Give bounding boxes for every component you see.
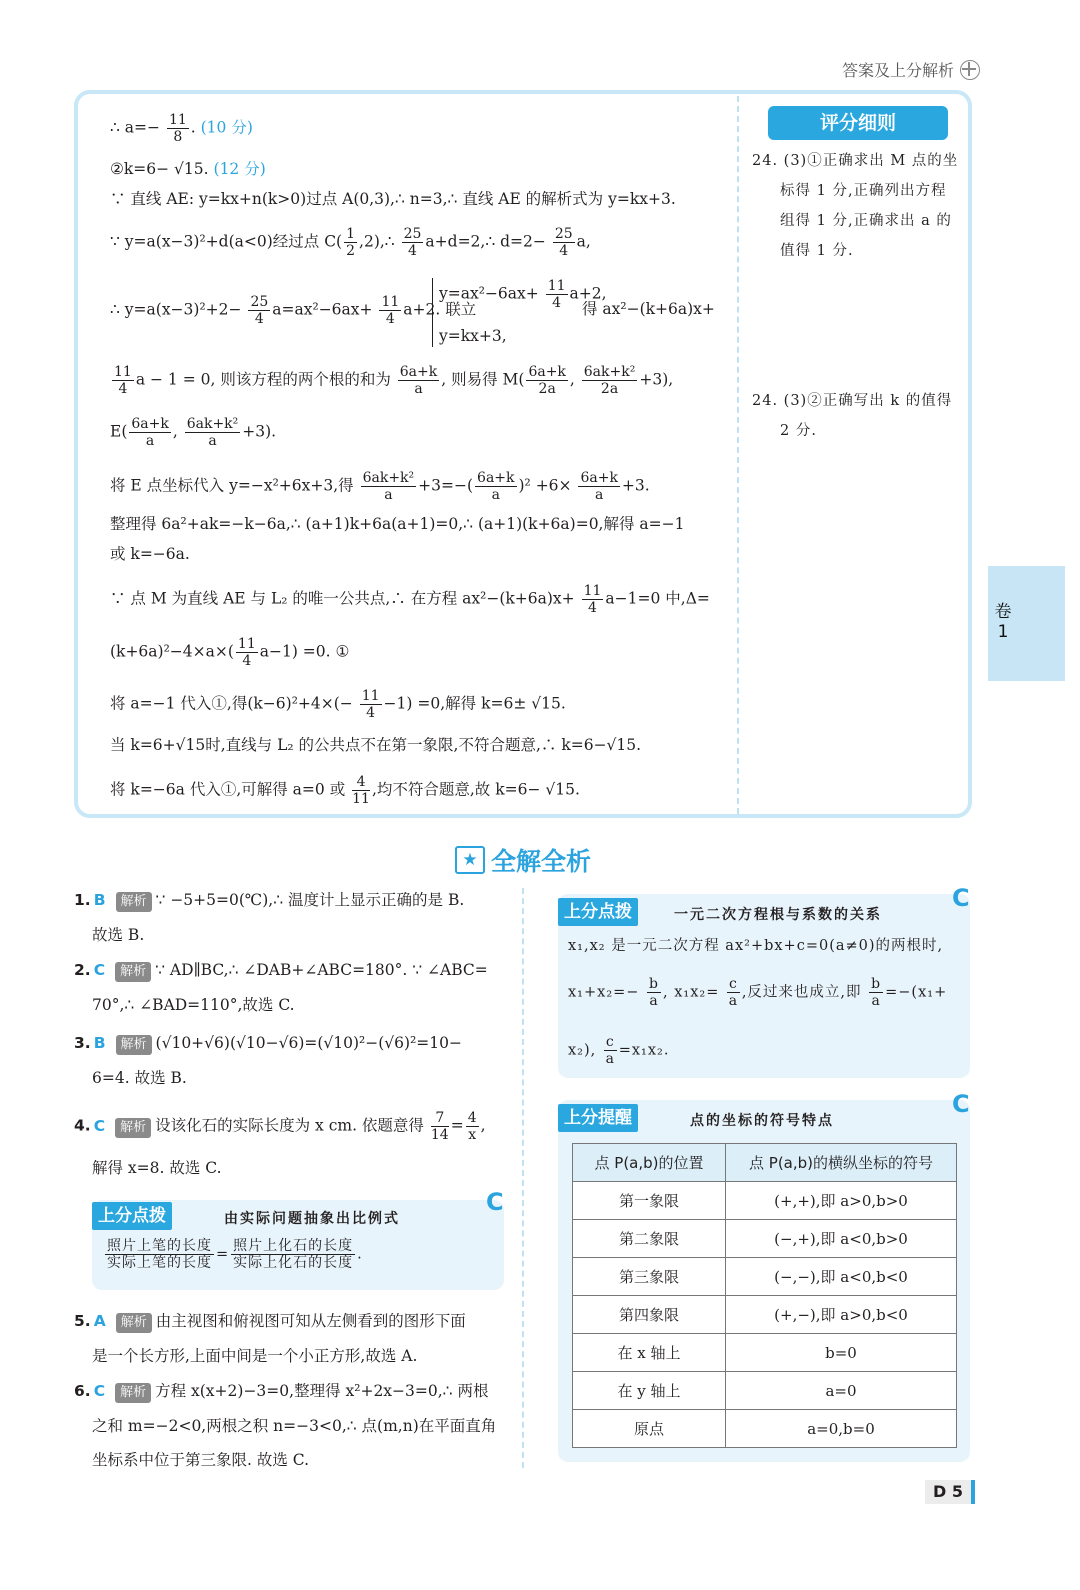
solution-line: 将 E 点坐标代入 y=−x²+6x+3,得 $\frac{\text{6ak+k²}}{a}$ +3=−( $\frac{6a+k}{a}$ )² +6× $\frac{6a+k}{a}$ +3. xyxy=(110,470,650,503)
table-cell: (+,−),即 a>0,b<0 xyxy=(726,1296,957,1334)
tip-title: 由实际问题抽象出比例式 xyxy=(224,1211,400,1227)
tip-tag: 上分点拨 xyxy=(558,898,638,926)
scoring-line: 24. (3)②正确写出 k 的值得 xyxy=(752,393,953,409)
solution-line: ∴ a=− $\frac{11}{8}$ . (10 分) xyxy=(110,112,253,145)
page-number: D 5 xyxy=(925,1480,975,1504)
question-3-cont: 6=4. 故选 B. xyxy=(92,1069,187,1087)
scoring-line: 值得 1 分. xyxy=(780,243,854,259)
scoring-line: 24. (3)①正确求出 M 点的坐 xyxy=(752,153,959,169)
solution-line: 将 k=−6a 代入①,可解得 a=0 或 $\frac{4}{11}$ ,均不符合题意,故 k=6− √15. xyxy=(110,774,580,807)
table-row xyxy=(573,1334,957,1372)
table-cell: 第一象限 xyxy=(573,1182,726,1220)
tip-title: 点的坐标的符号特点 xyxy=(690,1113,834,1129)
table-cell: 在 y 轴上 xyxy=(573,1372,726,1410)
scoring-item-1 xyxy=(752,146,964,266)
star-icon: ★ xyxy=(455,846,485,874)
curl-icon: C xyxy=(486,1188,504,1216)
question-2: 2. C 解析 ∵ AD∥BC,∴ ∠DAB+∠ABC=180°. ∵ ∠ABC= xyxy=(74,958,488,982)
table-row xyxy=(573,1220,957,1258)
question-1-cont: 故选 B. xyxy=(92,926,145,944)
system-of-equations: y=ax²−6ax+ $\frac{11}{4}$ a+2, y=kx+3, xyxy=(432,278,607,347)
question-2-cont: 70°,∴ ∠BAD=110°,故选 C. xyxy=(92,996,295,1014)
table-cell: b=0 xyxy=(726,1334,957,1372)
volume-side-tab[interactable] xyxy=(988,566,1065,681)
header-title: 答案及上分解析 xyxy=(841,61,954,80)
scoring-line: 组得 1 分,正确求出 a 的 xyxy=(780,213,952,229)
question-1: 1. B 解析 ∵ −5+5=0(℃),∴ 温度计上显示正确的是 B. xyxy=(74,888,464,912)
curl-icon: C xyxy=(952,1090,970,1118)
table-row xyxy=(573,1296,957,1334)
table-row xyxy=(573,1372,957,1410)
table-cell: 原点 xyxy=(573,1410,726,1448)
globe-icon xyxy=(960,60,980,80)
solution-line: ∵ y=a(x−3)²+d(a<0)经过点 C( $\frac{1}{2}$ ,2),∴ $\frac{25}{4}$ a+d=2,∴ d=2− $\frac{25}{4}$ a, xyxy=(110,226,591,259)
table-cell: a=0,b=0 xyxy=(726,1410,957,1448)
solution-line: ∴ y=a(x−3)²+2− $\frac{25}{4}$ a=ax²−6ax+ $\frac{11}{4}$ a+2. 联立 xyxy=(110,294,477,327)
section-title xyxy=(455,842,591,878)
tip-tag: 上分点拨 xyxy=(92,1202,172,1230)
tip-line: x₁+x₂=− $\frac{b}{a}$ , x₁x₂= $\frac{c}{a}$ ,反过来也成立,即 $\frac{b}{a}$ =−(x₁+ xyxy=(568,976,948,1009)
side-tab-label: 卷 1 xyxy=(994,602,1012,642)
question-4-cont: 解得 x=8. 故选 C. xyxy=(92,1159,222,1177)
table-cell: 第三象限 xyxy=(573,1258,726,1296)
tip-line: x₂), $\frac{c}{a}$ =x₁x₂. xyxy=(568,1034,670,1067)
page-header xyxy=(842,58,980,81)
solution-line: E( $\frac{6a+k}{a}$ , $\frac{\text{6ak+k²}}{a}$ +3). xyxy=(110,416,277,449)
question-4: 4. C 解析 设该化石的实际长度为 x cm. 依题意得 $\frac{7}{14}$ = $\frac{4}{x}$ , xyxy=(74,1110,486,1143)
column-header: 点 P(a,b)的横纵坐标的符号 xyxy=(726,1144,957,1182)
solution-line: ∵ 直线 AE: y=kx+n(k>0)过点 A(0,3),∴ n=3,∴ 直线 AE 的解析式为 y=kx+3. xyxy=(110,190,676,208)
table-cell: a=0 xyxy=(726,1372,957,1410)
table-cell: 第二象限 xyxy=(573,1220,726,1258)
scoring-item-2 xyxy=(752,386,964,446)
solution-line: 得 ax²−(k+6a)x+ xyxy=(582,300,715,318)
scoring-title: 评分细则 xyxy=(768,106,948,140)
solution-line: 或 k=−6a. xyxy=(110,545,190,563)
question-5-cont: 是一个长方形,上面中间是一个小正方形,故选 A. xyxy=(92,1347,418,1365)
table-cell: (−,+),即 a<0,b>0 xyxy=(726,1220,957,1258)
scoring-line: 标得 1 分,正确列出方程 xyxy=(780,183,947,199)
table-cell: (−,−),即 a<0,b<0 xyxy=(726,1258,957,1296)
solution-line: $\frac{11}{4}$ a − 1 = 0, 则该方程的两个根的和为 $\frac{6a+k}{a}$ , 则易得 M( $\frac{6a+k}{2a}$ , $\frac{\text{6ak+k²}}{2a}$ +3), xyxy=(114,364,674,397)
table-row xyxy=(573,1258,957,1296)
column-divider xyxy=(522,888,524,1468)
curl-icon: C xyxy=(952,884,970,912)
solution-line: ②k=6− √15. (12 分) xyxy=(110,160,266,178)
scoring-line: 2 分. xyxy=(780,423,817,439)
solution-line: 当 k=6+√15时,直线与 L₂ 的公共点不在第一象限,不符合题意,∴ k=6−√15. xyxy=(110,736,642,754)
tip-title: 一元二次方程根与系数的关系 xyxy=(674,907,882,923)
question-6-cont: 坐标系中位于第三象限. 故选 C. xyxy=(92,1451,310,1469)
coordinate-sign-table xyxy=(572,1143,957,1448)
solution-line: (k+6a)²−4×a×( $\frac{11}{4}$ a−1) =0. ① xyxy=(110,636,350,669)
table-row xyxy=(573,1410,957,1448)
solution-line: ∵ 点 M 为直线 AE 与 L₂ 的唯一公共点,∴ 在方程 ax²−(k+6a)x+ $\frac{11}{4}$ a−1=0 中,Δ= xyxy=(110,583,710,616)
table-row xyxy=(573,1182,957,1220)
table-cell: 第四象限 xyxy=(573,1296,726,1334)
solution-line: 整理得 6a²+ak=−k−6a,∴ (a+1)k+6a(a+1)=0,∴ (a+1)(k+6a)=0,解得 a=−1 xyxy=(110,515,685,533)
table-cell: 在 x 轴上 xyxy=(573,1334,726,1372)
tip-tag: 上分提醒 xyxy=(558,1104,638,1132)
section-title-text: 全解全析 xyxy=(491,847,592,876)
question-6-cont: 之和 m=−2<0,两根之积 n=−3<0,∴ 点(m,n)在平面直角 xyxy=(92,1417,497,1435)
question-6: 6. C 解析 方程 x(x+2)−3=0,整理得 x²+2x−3=0,∴ 两根 xyxy=(74,1379,488,1403)
question-3: 3. B 解析 (√10+√6)(√10−√6)=(√10)²−(√6)²=10− xyxy=(74,1031,462,1055)
table-header-row xyxy=(573,1144,957,1182)
tip-formula: $\frac{\text{照片上笔的长度}}{\text{实际上笔的长度}}$ = $\frac{\text{照片上化石的长度}}{\text{实际上化石的长度}}$ . xyxy=(107,1238,363,1271)
table-cell: (+,+),即 a>0,b>0 xyxy=(726,1182,957,1220)
column-header: 点 P(a,b)的位置 xyxy=(573,1144,726,1182)
question-5: 5. A 解析 由主视图和俯视图可知从左侧看到的图形下面 xyxy=(74,1309,466,1333)
box-divider xyxy=(737,96,739,814)
solution-line: 将 a=−1 代入①,得(k−6)²+4×(− $\frac{11}{4}$ −1) =0,解得 k=6± √15. xyxy=(110,688,566,721)
tip-line: x₁,x₂ 是一元二次方程 ax²+bx+c=0(a≠0)的两根时, xyxy=(568,938,944,954)
